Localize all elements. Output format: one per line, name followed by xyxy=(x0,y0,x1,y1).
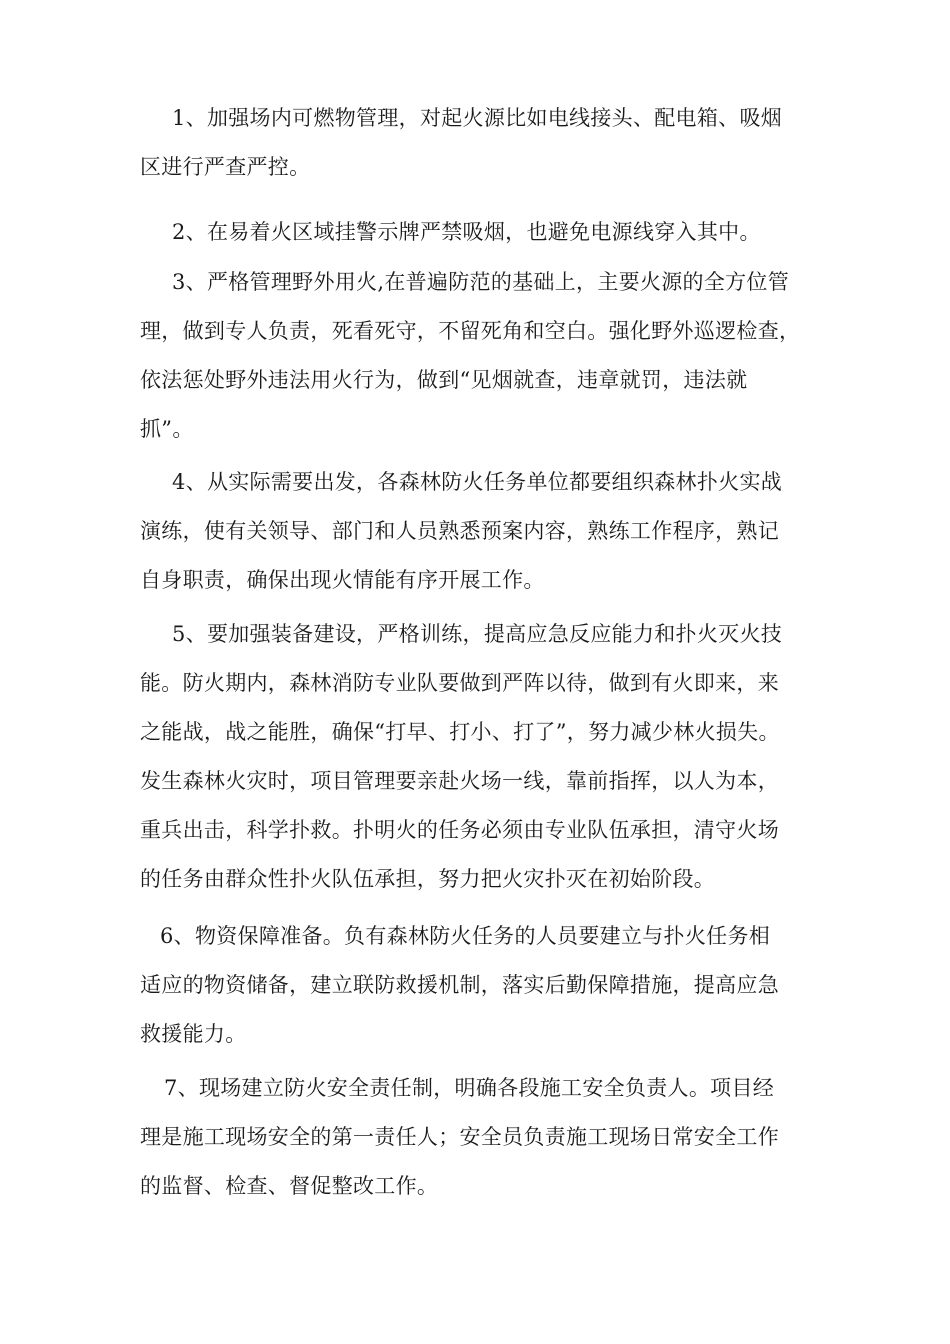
paragraph-line: 理，做到专人负责，死看死守，不留死角和空白。强化野外巡逻检查， xyxy=(140,319,801,343)
paragraph-5 xyxy=(140,610,830,904)
paragraph-line: 的监督、检查、督促整改工作。 xyxy=(140,1174,439,1198)
paragraph-line: 4、从实际需要出发，各森林防火任务单位都要组织森林扑火实战 xyxy=(172,470,783,494)
paragraph-4 xyxy=(140,458,830,605)
paragraph-line: 适应的物资储备，建立联防救援机制，落实后勤保障措施，提高应急 xyxy=(140,973,779,997)
paragraph-line: 理是施工现场安全的第一责任人；安全员负责施工现场日常安全工作 xyxy=(140,1125,779,1149)
paragraph-7 xyxy=(140,1064,830,1211)
paragraph-line: 5、要加强装备建设，严格训练，提高应急反应能力和扑火灭火技 xyxy=(172,622,783,646)
paragraph-line: 7、现场建立防火安全责任制，明确各段施工安全负责人。项目经 xyxy=(164,1076,775,1100)
paragraph-line: 抓”。 xyxy=(140,417,194,441)
paragraph-line: 2、在易着火区域挂警示牌严禁吸烟，也避免电源线穿入其中。 xyxy=(172,220,761,244)
paragraph-2 xyxy=(140,208,830,257)
paragraph-line: 依法惩处野外违法用火行为，做到“见烟就查，违章就罚，违法就 xyxy=(140,368,748,392)
paragraph-6 xyxy=(140,912,830,1059)
paragraph-line: 之能战，战之能胜，确保“打早、打小、打了”，努力减少林火损失。 xyxy=(140,720,780,744)
paragraph-line: 自身职责，确保出现火情能有序开展工作。 xyxy=(140,568,545,592)
paragraph-line: 的任务由群众性扑火队伍承担，努力把火灾扑灭在初始阶段。 xyxy=(140,867,716,891)
paragraph-line: 3、严格管理野外用火,在普遍防范的基础上，主要火源的全方位管 xyxy=(172,270,790,294)
paragraph-line: 6、物资保障准备。负有森林防火任务的人员要建立与扑火任务相 xyxy=(160,924,771,948)
paragraph-line: 演练，使有关领导、部门和人员熟悉预案内容，熟练工作程序，熟记 xyxy=(140,519,779,543)
paragraph-line: 救援能力。 xyxy=(140,1022,247,1046)
paragraph-line: 发生森林火灾时，项目管理要亲赴火场一线，靠前指挥，以人为本， xyxy=(140,769,779,793)
paragraph-line: 重兵出击，科学扑救。扑明火的任务必须由专业队伍承担，清守火场 xyxy=(140,818,779,842)
paragraph-line: 能。防火期内，森林消防专业队要做到严阵以待，做到有火即来，来 xyxy=(140,671,779,695)
paragraph-line: 区进行严查严控。 xyxy=(140,155,311,179)
paragraph-line: 1、加强场内可燃物管理，对起火源比如电线接头、配电箱、吸烟 xyxy=(172,106,783,130)
paragraph-1 xyxy=(140,94,830,192)
paragraph-3 xyxy=(140,258,830,454)
